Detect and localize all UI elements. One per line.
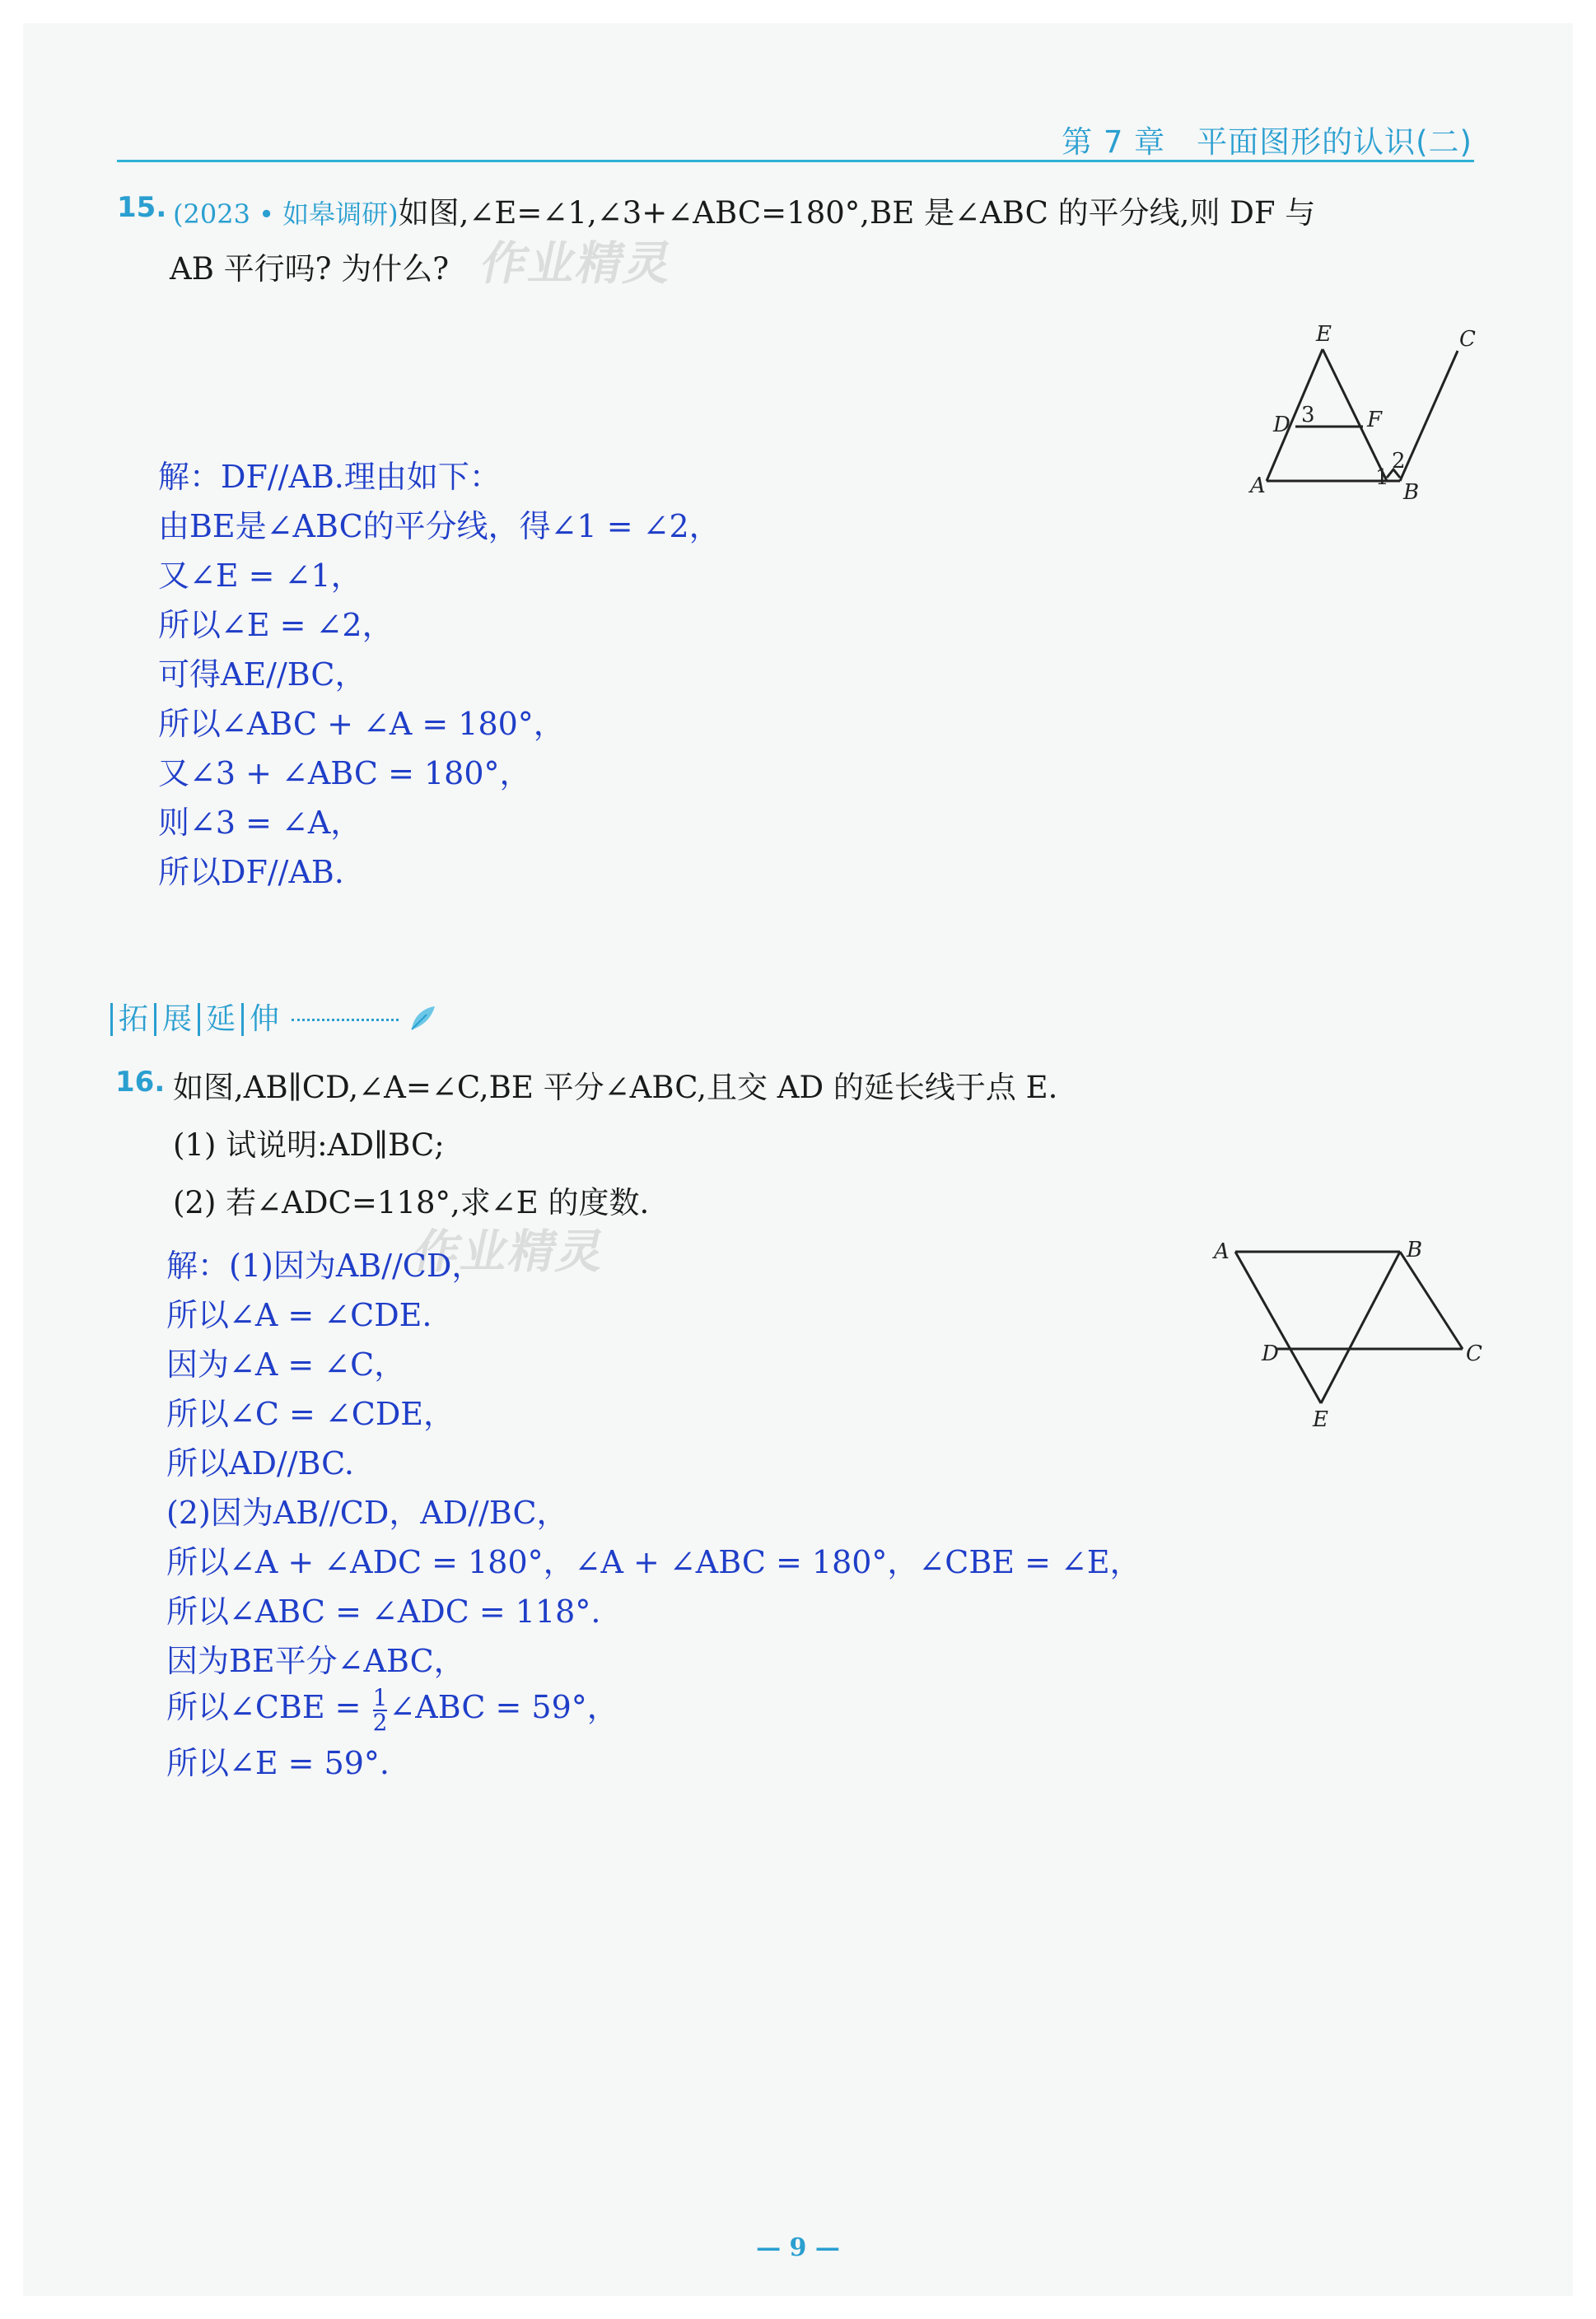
fig16-label-C: C: [1466, 1341, 1482, 1366]
question-15-line1: [173, 188, 1315, 232]
fig16-label-E: E: [1313, 1407, 1328, 1432]
fraction-line-prefix: 所以∠CBE =: [166, 1689, 371, 1725]
fig15-label-3: 3: [1301, 403, 1315, 427]
answer-15-line: 则∠3 = ∠A，: [158, 805, 362, 841]
fig15-label-1: 1: [1375, 465, 1389, 490]
header-divider: [117, 160, 1474, 162]
fraction-numerator: 1: [372, 1683, 388, 1711]
question-15-text: 如图,∠E=∠1,∠3+∠ABC=180°,BE 是∠ABC 的平分线,则 DF 与: [398, 195, 1316, 231]
question-15-line2: AB 平行吗? 为什么?: [170, 251, 450, 287]
fig15-label-B: B: [1403, 480, 1420, 505]
figure-16: [1202, 1229, 1499, 1443]
question-16-number: 16.: [115, 1066, 166, 1099]
section-dotted-line: [292, 1019, 399, 1021]
answer-15-line: 所以∠ABC + ∠A = 180°，: [158, 706, 565, 742]
answer-15-line: 又∠E = ∠1，: [158, 558, 362, 594]
fig15-label-E: E: [1316, 322, 1332, 347]
chapter-title: 第 7 章 平面图形的认识(二): [1062, 124, 1472, 160]
answer-16-line: (2)因为AB//CD，AD//BC，: [166, 1495, 568, 1531]
fig15-label-F: F: [1367, 408, 1383, 432]
page-number: — 9 —: [756, 2233, 840, 2262]
fraction-line-suffix: ∠ABC = 59°，: [389, 1689, 618, 1725]
question-15-source: (2023 • 如皋调研): [173, 198, 399, 230]
question-16-line1: 如图,AB∥CD,∠A=∠C,BE 平分∠ABC,且交 AD 的延长线于点 E.: [173, 1070, 1058, 1105]
answer-16-line: 因为BE平分∠ABC，: [166, 1643, 465, 1679]
watermark: 作业精灵: [476, 237, 679, 291]
answer-16-line: 所以∠ABC = ∠ADC = 118°.: [166, 1593, 601, 1630]
question-16-part2: (2) 若∠ADC=118°,求∠E 的度数.: [173, 1185, 650, 1220]
section-extension-header: [110, 998, 438, 1041]
answer-15-line: 可得AE//BC，: [158, 656, 366, 693]
answer-16-line: 所以∠A = ∠CDE.: [166, 1297, 432, 1333]
fig15-label-C: C: [1459, 327, 1476, 352]
fig16-label-A: A: [1214, 1239, 1230, 1264]
leaf-icon: [405, 1003, 438, 1036]
section-char: 拓: [110, 1003, 154, 1036]
section-char: 伸: [241, 1003, 285, 1036]
fig15-label-2: 2: [1392, 449, 1406, 474]
section-char: 延: [198, 1003, 241, 1036]
fraction-one-half: [372, 1683, 388, 1736]
answer-15-line: 所以DF//AB.: [158, 854, 344, 890]
section-char: 展: [154, 1003, 198, 1036]
fig16-label-B: B: [1407, 1238, 1423, 1262]
answer-16-line: 所以AD//BC.: [166, 1445, 354, 1481]
watermark: 作业精灵: [408, 1225, 611, 1279]
answer-16-fraction-line: [166, 1682, 618, 1734]
question-15-number: 15.: [117, 191, 167, 224]
answer-16-line: 因为∠A = ∠C，: [166, 1346, 406, 1383]
figure-15: [1235, 316, 1499, 514]
answer-16-line: 所以∠C = ∠CDE，: [166, 1396, 455, 1432]
question-16-part1: (1) 试说明:AD∥BC;: [173, 1127, 445, 1163]
answer-15-line: 所以∠E = ∠2，: [158, 607, 394, 643]
answer-16-last-line: 所以∠E = 59°.: [166, 1745, 390, 1781]
answer-15-line: 又∠3 + ∠ABC = 180°，: [158, 755, 531, 791]
fig15-label-D: D: [1273, 413, 1290, 437]
answer-16-line: 解：(1)因为AB//CD，: [166, 1248, 483, 1284]
fig16-label-D: D: [1262, 1341, 1279, 1366]
answer-15-line: 由BE是∠ABC的平分线，得∠1 = ∠2，: [158, 508, 721, 544]
fig15-label-A: A: [1250, 474, 1266, 498]
answer-16-line: 所以∠A + ∠ADC = 180°，∠A + ∠ABC = 180°，∠CBE = ∠E，: [166, 1544, 1141, 1580]
answer-15-line: 解：DF//AB.理由如下：: [158, 459, 501, 495]
fraction-denominator: 2: [372, 1708, 388, 1736]
